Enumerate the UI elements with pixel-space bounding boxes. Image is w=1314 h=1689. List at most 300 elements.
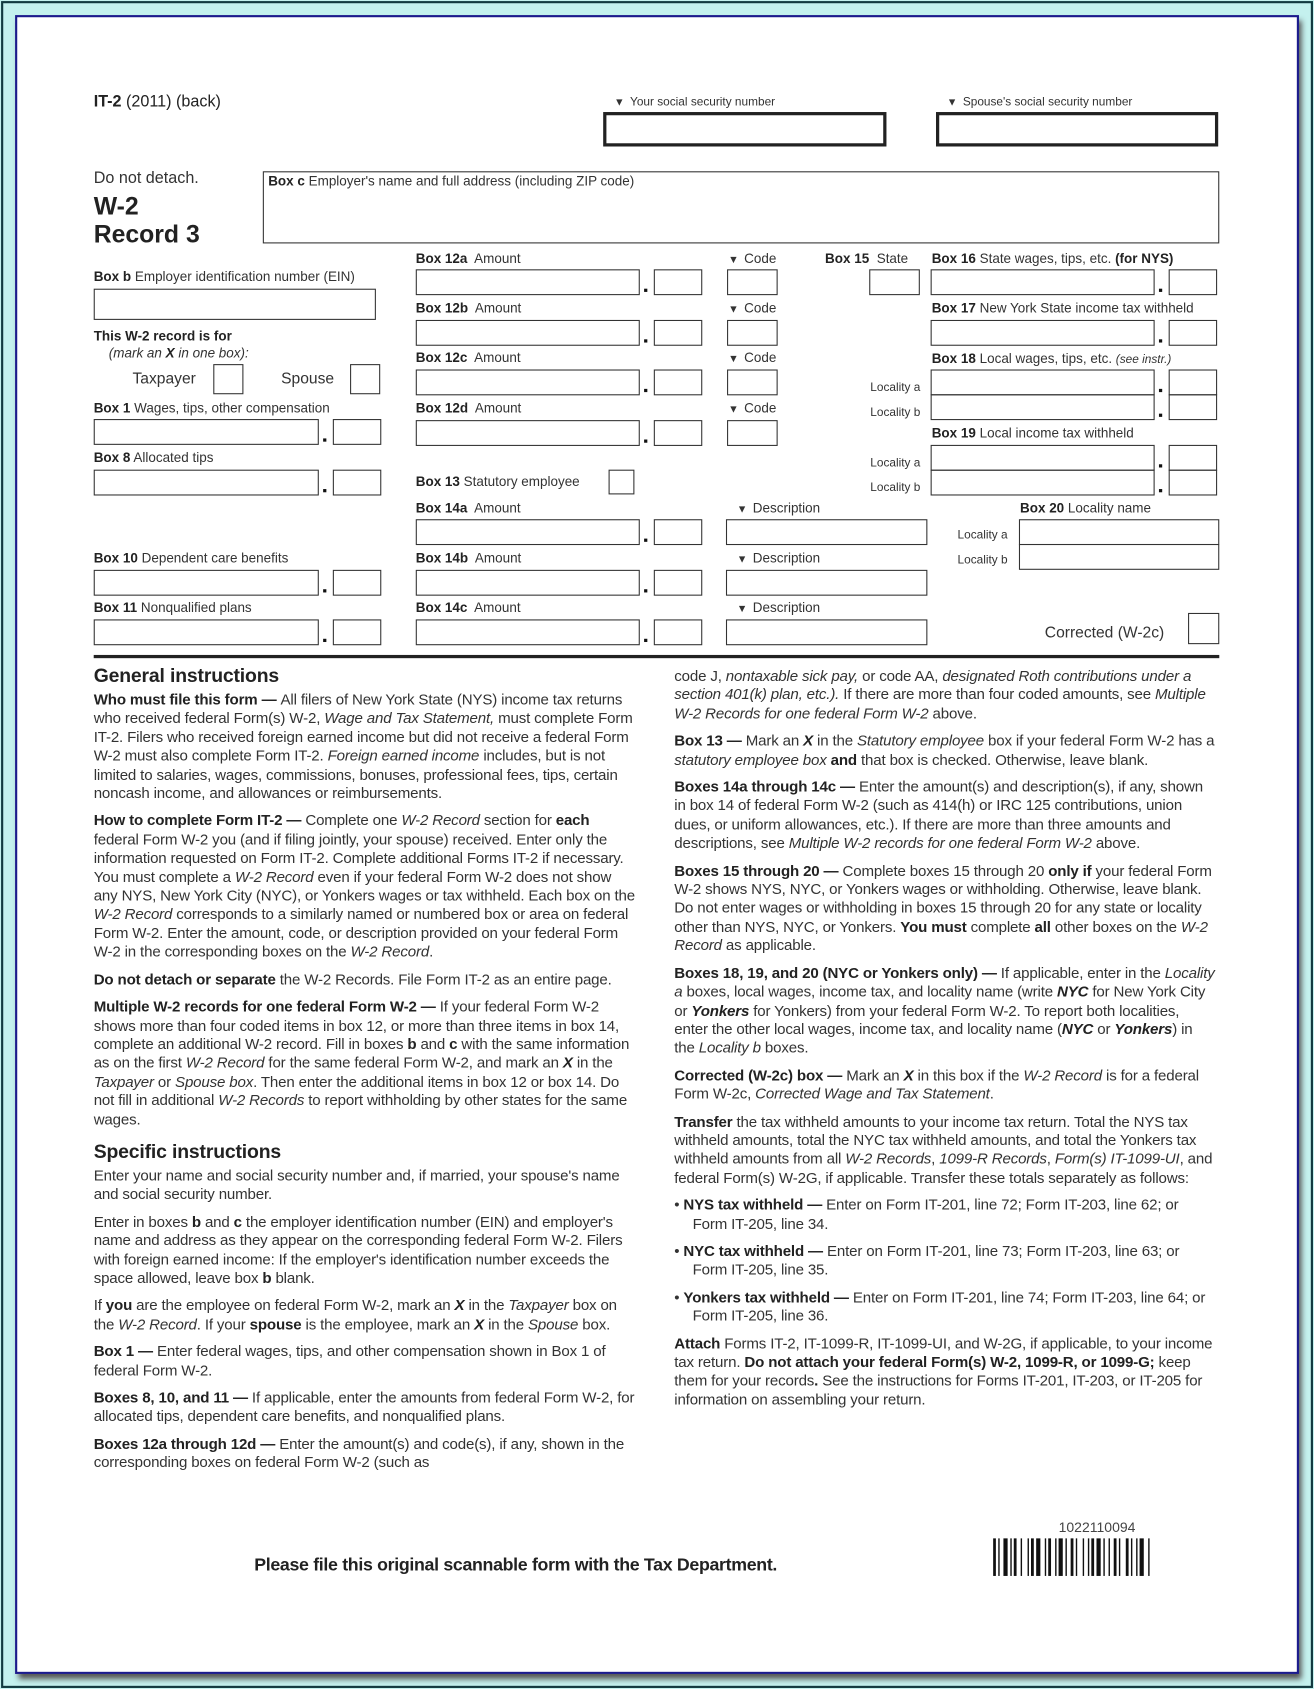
box-key: Box 15 bbox=[825, 250, 870, 267]
text-run: NYC bbox=[1056, 982, 1089, 1000]
barcode-bar bbox=[1091, 1538, 1094, 1576]
text-run: Spouse bbox=[528, 1315, 579, 1333]
text-run: , bbox=[931, 1149, 940, 1167]
taxpayer-checkbox[interactable] bbox=[213, 364, 243, 394]
instruction-paragraph bbox=[94, 970, 638, 989]
text-run: statutory employee box bbox=[674, 750, 827, 768]
dollars-input[interactable] bbox=[416, 420, 640, 446]
box-12c-label bbox=[416, 350, 521, 365]
text-run: If applicable, enter the amounts from federal Form W-2, for allocated tips, dependent care benefits, and nonqualified plans. bbox=[93, 1388, 635, 1425]
text-run: blank. bbox=[271, 1268, 315, 1287]
dollars-input[interactable] bbox=[931, 369, 1155, 395]
barcode-bar bbox=[993, 1538, 996, 1576]
cents-input[interactable] bbox=[333, 419, 381, 445]
instruction-paragraph bbox=[674, 1066, 1216, 1104]
instruction-paragraph bbox=[94, 1167, 638, 1205]
box-text: Amount bbox=[474, 350, 521, 366]
text-run: and bbox=[200, 1212, 234, 1230]
text-run: the employer identification number (EIN) and employer's name and address as they appear on the corresponding federal Form W-2. Filers with foreign earned income: If the employer's identification number exceeds the space allowed, leave box bbox=[93, 1212, 623, 1287]
text-run: includes, but is not limited to salaries, wages, commissions, bonuses, professional fees, tips, certain noncash income, and allowances or reimbursements. bbox=[93, 746, 618, 802]
triangle-down-icon: ▼ bbox=[728, 353, 739, 366]
text-run: is for a federal Form W-2c, bbox=[674, 1066, 1199, 1103]
instruction-paragraph bbox=[674, 778, 1216, 853]
decimal-point bbox=[1159, 464, 1162, 467]
triangle-down-icon: ▼ bbox=[736, 603, 748, 616]
barcode-bar bbox=[1096, 1538, 1100, 1576]
text-run: Foreign earned income bbox=[327, 746, 480, 764]
text-run: If there are more than four coded amounts, see bbox=[839, 685, 1156, 703]
box-key: Box 14c bbox=[415, 600, 468, 616]
triangle-down-icon: ▼ bbox=[728, 303, 739, 316]
dollars-input[interactable] bbox=[416, 320, 640, 346]
form-year: (2011) bbox=[126, 92, 172, 111]
box-key: Box 13 bbox=[415, 473, 460, 490]
barcode-bar bbox=[1131, 1538, 1132, 1576]
triangle-down-icon: ▼ bbox=[946, 96, 958, 109]
text-run: to report withholding by other states for the same wages. bbox=[93, 1091, 628, 1128]
bullet-item bbox=[674, 1196, 1216, 1234]
barcode-bar bbox=[1028, 1538, 1029, 1576]
dollars-input[interactable] bbox=[94, 619, 319, 645]
text-run: If your federal Form W-2 shows more than four coded items in box 12, or more than three items in box 14, complete an additional W-2 record. Fill in boxes bbox=[93, 997, 620, 1053]
instruction-paragraph bbox=[94, 690, 638, 803]
text-run: Multiple W-2 records for one federal Form W-2 bbox=[788, 834, 1092, 852]
decimal-point bbox=[644, 639, 647, 642]
decimal-point bbox=[323, 489, 326, 492]
cents-input[interactable] bbox=[333, 570, 381, 596]
dollars-input[interactable] bbox=[416, 519, 640, 545]
text-run: See the instructions for Forms IT-201, IT-203, or IT-205 for information on assembling your return. bbox=[674, 1371, 1203, 1408]
cents-input[interactable] bbox=[1169, 394, 1217, 420]
box-b-label bbox=[94, 269, 355, 284]
text-run: X bbox=[474, 1315, 485, 1333]
text-run: Multiple W-2 records for one federal Form W-2 — bbox=[93, 997, 440, 1015]
spouse-ssn-input[interactable] bbox=[936, 112, 1218, 146]
description-text: Description bbox=[752, 500, 821, 516]
text-run: Enter on Form IT-201, line 73; Form IT-203, line 63; or Form IT-205, line 35. bbox=[692, 1241, 1180, 1278]
section-heading: Specific instructions bbox=[93, 1140, 282, 1163]
text-run: Box 13 — bbox=[674, 731, 746, 749]
text-run: W-2 Record bbox=[118, 1315, 197, 1333]
box-14b-description-input[interactable] bbox=[726, 570, 927, 596]
text-run: NYC bbox=[1061, 1020, 1094, 1038]
instruction-paragraph bbox=[674, 1112, 1216, 1187]
instruction-paragraph bbox=[674, 1334, 1216, 1409]
box-key: Box 10 bbox=[93, 550, 138, 566]
text-run: Enter the amount(s) and description(s), if any, shown in box 14 of federal Form W-2 (such as 414(h) or IRC 125 contributions, union dues, or uniform allowances, etc.). If there are more than three amounts and descriptions, see bbox=[674, 777, 1203, 852]
text-run: Complete boxes 15 through 20 bbox=[842, 861, 1049, 879]
barcode-bar bbox=[1010, 1538, 1011, 1576]
text-run: Boxes 18, 19, and 20 (NYC or Yonkers only) — bbox=[674, 963, 1001, 981]
corrected-checkbox[interactable] bbox=[1188, 613, 1219, 644]
box-text-bold: (for NYS) bbox=[1115, 250, 1174, 267]
box-12a-code-input[interactable] bbox=[727, 269, 778, 295]
dollars-input[interactable] bbox=[416, 369, 640, 395]
box-14b-label bbox=[416, 550, 522, 565]
text-run: complete bbox=[966, 917, 1035, 935]
barcode-bar bbox=[1031, 1538, 1034, 1576]
barcode-bar bbox=[1076, 1538, 1077, 1576]
box-key: Box 12a bbox=[415, 250, 468, 267]
text-run: for the same federal Form W-2, and mark an bbox=[264, 1053, 563, 1072]
cents-input[interactable] bbox=[654, 320, 702, 346]
spouse-ssn-label-text: Spouse's social security number bbox=[962, 95, 1133, 109]
instruction-paragraph bbox=[94, 1342, 638, 1380]
text-run: W-2 Records bbox=[304, 970, 391, 988]
text-run: Taxpayer bbox=[508, 1296, 569, 1314]
dollars-input[interactable] bbox=[931, 470, 1155, 496]
instruction-paragraph bbox=[94, 1389, 638, 1427]
box-14c-description-input[interactable] bbox=[726, 619, 927, 645]
box-14c-label bbox=[416, 600, 521, 615]
text-run: . File Form IT-2 as an entire page. bbox=[390, 970, 612, 988]
box-text: Statutory employee bbox=[463, 473, 580, 490]
text-run: NYS tax withheld — bbox=[683, 1195, 827, 1214]
text-run: must complete Form IT-2. Filers who received foreign earned income but did not receive a federal Form W-2 must also complete Form IT-2. bbox=[93, 709, 633, 764]
text-run: Enter your name and social security number and, if married, your spouse's name and social security number. bbox=[93, 1166, 620, 1203]
dollars-input[interactable] bbox=[931, 269, 1155, 295]
section-divider bbox=[94, 655, 1220, 658]
text-run: You must bbox=[900, 917, 967, 935]
text-run: . If your bbox=[196, 1315, 250, 1333]
bullet-item bbox=[674, 1288, 1216, 1326]
barcode-bar bbox=[1065, 1538, 1066, 1576]
text-run: Boxes 8, 10, and 11 — bbox=[93, 1388, 252, 1406]
text-run: X bbox=[903, 1066, 914, 1084]
text-run: ) in the bbox=[674, 1020, 1193, 1056]
text-run: Do not attach your federal Form(s) W-2, 1099-R, or 1099-G; bbox=[744, 1352, 1155, 1371]
text-run: c bbox=[233, 1212, 242, 1230]
instruction-paragraph bbox=[94, 998, 638, 1129]
box-14c-description-label bbox=[737, 600, 820, 615]
text-run: in the bbox=[813, 731, 857, 749]
barcode-bar bbox=[1148, 1538, 1149, 1576]
do-not-detach: Do not detach. bbox=[93, 169, 199, 188]
box-12a-code-label bbox=[728, 251, 776, 266]
spouse-label: Spouse bbox=[281, 370, 335, 388]
form-id: IT-2 bbox=[93, 92, 122, 111]
w2-title: W-2 bbox=[93, 191, 139, 220]
ssn-label-text: Your social security number bbox=[630, 95, 776, 109]
decimal-point bbox=[644, 589, 647, 592]
triangle-down-icon: ▼ bbox=[728, 254, 739, 267]
text-run: Forms IT-2, IT-1099-R, IT-1099-UI, and W-2G, if applicable, to your income tax return. bbox=[674, 1334, 1213, 1371]
box-12d-code-label bbox=[728, 401, 776, 416]
text-run: or bbox=[1093, 1020, 1115, 1038]
instruction-paragraph bbox=[94, 812, 638, 962]
text-run: even if your federal Form W-2 does not show any NYS, New York City (NYC), or Yonkers wages or tax withheld. Each box on the bbox=[93, 867, 635, 904]
cents-input[interactable] bbox=[654, 619, 702, 645]
box-14b-description-label bbox=[737, 550, 820, 565]
box-key: Box 12c bbox=[415, 350, 468, 366]
box-text: Employer identification number (EIN) bbox=[134, 269, 355, 285]
box-20-locality-a-input[interactable] bbox=[1019, 519, 1219, 545]
barcode-image bbox=[993, 1538, 1202, 1576]
text-run: W-2 Record bbox=[1023, 1066, 1102, 1084]
box-text: Employer's name and full address (including ZIP code) bbox=[308, 173, 635, 189]
cents-input[interactable] bbox=[1169, 320, 1217, 346]
text-run: Attach bbox=[674, 1334, 721, 1352]
box-text: Amount bbox=[474, 300, 522, 316]
text-run: above. bbox=[1091, 834, 1141, 852]
text-run: that box is checked. Otherwise, leave blank. bbox=[857, 750, 1149, 768]
text-run: nontaxable sick pay, bbox=[725, 666, 859, 685]
box-key: Box 20 bbox=[1020, 500, 1065, 516]
decimal-point bbox=[644, 439, 647, 442]
text-run: . bbox=[814, 1371, 819, 1389]
box-14a-label bbox=[416, 501, 521, 516]
code-text: Code bbox=[744, 300, 777, 316]
text-run: in the bbox=[484, 1315, 529, 1333]
text-run: 1099-R Records bbox=[939, 1149, 1047, 1167]
cents-input[interactable] bbox=[654, 369, 702, 395]
text-run: for New York City or bbox=[674, 982, 1206, 1019]
spouse-checkbox[interactable] bbox=[350, 364, 380, 394]
cents-input[interactable] bbox=[1169, 269, 1217, 295]
dollars-input[interactable] bbox=[931, 394, 1155, 420]
text-run: code J, bbox=[674, 666, 726, 685]
text-run: Mark an bbox=[745, 731, 804, 749]
dollars-input[interactable] bbox=[94, 570, 319, 596]
dollars-input[interactable] bbox=[416, 570, 640, 596]
box-key: Box 8 bbox=[93, 450, 131, 466]
text-run: all bbox=[1034, 917, 1051, 935]
box-key: Box 19 bbox=[931, 425, 976, 441]
box-key: Box 18 bbox=[931, 351, 976, 367]
dollars-input[interactable] bbox=[94, 419, 319, 445]
cents-input[interactable] bbox=[1169, 470, 1217, 496]
box-12b-code-input[interactable] bbox=[727, 320, 778, 346]
cents-input[interactable] bbox=[1169, 445, 1217, 471]
box-14a-description-input[interactable] bbox=[726, 519, 927, 545]
box-15-state-input[interactable] bbox=[869, 269, 920, 295]
text-run: keep them for your records bbox=[674, 1352, 1191, 1389]
box-14a-description-label bbox=[737, 501, 820, 516]
box-20-locality-b-input[interactable] bbox=[1019, 544, 1219, 570]
text-run: Complete one bbox=[305, 811, 402, 829]
box-text: New York State income tax withheld bbox=[979, 300, 1194, 316]
text-run: Enter the amount(s) and code(s), if any, shown in the corresponding boxes on federal Form W-2 (such as bbox=[93, 1434, 625, 1471]
box-15-label bbox=[825, 251, 908, 266]
corrected-label: Corrected (W-2c) bbox=[1044, 624, 1165, 643]
box-text: Nonqualified plans bbox=[140, 600, 252, 616]
box-18-locality-a-label: Locality a bbox=[870, 381, 921, 395]
text-run: • bbox=[674, 1288, 684, 1306]
barcode-bar bbox=[1103, 1538, 1104, 1576]
dollars-input[interactable] bbox=[94, 470, 319, 496]
hint-x: X bbox=[165, 345, 175, 361]
text-run: are the employee on federal Form W-2, mark an bbox=[132, 1296, 455, 1314]
triangle-down-icon: ▼ bbox=[736, 553, 748, 566]
text-run: Boxes 14a through 14c — bbox=[674, 777, 859, 796]
barcode-bar bbox=[1036, 1538, 1040, 1576]
box-text: Amount bbox=[474, 500, 521, 516]
dollars-input[interactable] bbox=[416, 269, 640, 295]
text-run: only if bbox=[1048, 861, 1092, 879]
box-20-locality-b-label: Locality b bbox=[957, 553, 1008, 567]
barcode-bar bbox=[1109, 1538, 1110, 1576]
form-side: (back) bbox=[176, 92, 221, 111]
box-key: Box 14b bbox=[415, 550, 469, 566]
decimal-point bbox=[1159, 389, 1162, 392]
cents-input[interactable] bbox=[654, 420, 702, 446]
decimal-point bbox=[1159, 414, 1162, 417]
decimal-point bbox=[1159, 339, 1162, 342]
code-text: Code bbox=[744, 250, 777, 267]
ssn-input[interactable] bbox=[603, 112, 886, 146]
box-18-label bbox=[932, 351, 1172, 366]
instruction-paragraph bbox=[94, 1435, 638, 1473]
cents-input[interactable] bbox=[654, 269, 702, 295]
text-run: in the bbox=[464, 1296, 509, 1314]
box-text: Wages, tips, other compensation bbox=[134, 400, 330, 416]
text-run: X bbox=[562, 1053, 573, 1072]
text-run: boxes, local wages, income tax, and locality name (write bbox=[682, 982, 1057, 1000]
text-run: federal Form W-2 you (and if filing jointly, your spouse) received. Enter only the information requested on Form IT-2. Complete additional Forms IT-2 if necessary. You must complete a bbox=[93, 830, 624, 886]
instruction-paragraph bbox=[94, 1296, 638, 1334]
barcode-bar bbox=[1119, 1538, 1120, 1576]
code-text: Code bbox=[744, 400, 777, 416]
text-run: other boxes on the bbox=[1050, 917, 1181, 935]
text-run: is the employee, mark an bbox=[301, 1315, 475, 1333]
text-run: W-2 Record bbox=[234, 867, 314, 886]
text-run: your federal Form W-2 shows NYS, NYC, or Yonkers wages or withholding. Otherwise, leave blank. Do not enter wages or withholding in boxes 15 through 20 for any state or locality other than NYS, NYC, or Yonkers. bbox=[674, 861, 1212, 935]
text-run: c bbox=[449, 1035, 458, 1053]
section-heading: General instructions bbox=[93, 664, 280, 687]
box-key: Box 16 bbox=[931, 250, 976, 267]
text-run: • bbox=[674, 1241, 684, 1260]
barcode-bar bbox=[1014, 1538, 1017, 1576]
description-text: Description bbox=[752, 550, 821, 566]
box-12c-code-label bbox=[728, 350, 776, 365]
box-17-label bbox=[932, 301, 1194, 316]
description-text: Description bbox=[752, 600, 821, 616]
box-text: Local wages, tips, etc. bbox=[979, 351, 1116, 367]
box-16-label bbox=[932, 251, 1174, 266]
box-text: State bbox=[876, 250, 909, 267]
box-13-label bbox=[416, 474, 580, 489]
instruction-paragraph bbox=[674, 732, 1216, 770]
cents-input[interactable] bbox=[333, 470, 381, 496]
text-run: and bbox=[830, 750, 858, 768]
text-run: box. bbox=[578, 1315, 611, 1333]
text-run: the bbox=[275, 970, 305, 988]
form-identifier bbox=[94, 93, 221, 111]
box-text: Allocated tips bbox=[133, 450, 214, 466]
text-run: Who must file this form — bbox=[93, 690, 281, 708]
text-run: Yonkers tax withheld — bbox=[683, 1288, 853, 1306]
text-run: in this box if the bbox=[913, 1066, 1024, 1084]
box-c-label bbox=[268, 173, 634, 188]
text-run: corresponds to a similarly named or numbered box or area on federal Form W-2. Enter the amount, code, or description provided on your federal Form W-2 in the corresponding boxes on the bbox=[93, 905, 629, 961]
decimal-point bbox=[1159, 289, 1162, 292]
spouse-ssn-label bbox=[947, 96, 1133, 109]
text-run: Spouse box bbox=[175, 1072, 254, 1090]
text-run: , bbox=[1046, 1149, 1055, 1167]
text-run: All filers of New York State (NYS) income tax returns who received federal Form(s) W-2, bbox=[93, 690, 623, 727]
dollars-input[interactable] bbox=[931, 320, 1155, 346]
instruction-paragraph bbox=[674, 667, 1216, 723]
text-run: • bbox=[674, 1195, 684, 1214]
cents-input[interactable] bbox=[654, 519, 702, 545]
text-run: W-2 Record bbox=[674, 917, 1208, 954]
box-b-ein-input[interactable] bbox=[94, 289, 376, 320]
taxpayer-label: Taxpayer bbox=[132, 370, 196, 388]
box-key: Box 12d bbox=[415, 400, 469, 416]
box-key: Box c bbox=[268, 173, 305, 189]
barcode-bar bbox=[1071, 1538, 1074, 1576]
triangle-down-icon: ▼ bbox=[728, 403, 739, 416]
barcode-bar bbox=[1114, 1538, 1117, 1576]
decimal-point bbox=[644, 389, 647, 392]
barcode-bar bbox=[1126, 1538, 1129, 1576]
box-12d-label bbox=[416, 401, 522, 416]
cents-input[interactable] bbox=[1169, 369, 1217, 395]
box-12b-label bbox=[416, 301, 522, 316]
cents-input[interactable] bbox=[333, 619, 381, 645]
barcode-bar bbox=[1003, 1538, 1007, 1576]
text-run: . Then enter the additional items in box 12 or box 14. Do not fill in additional bbox=[93, 1072, 620, 1109]
text-run: b bbox=[191, 1212, 201, 1230]
box-12c-code-input[interactable] bbox=[727, 369, 778, 395]
text-run: for Yonkers) from your federal Form W-2. To report both localities, enter the other local wages, income tax, and locality name ( bbox=[674, 1001, 1180, 1038]
text-run: Locality b bbox=[698, 1038, 761, 1056]
decimal-point bbox=[1159, 489, 1162, 492]
text-run: spouse bbox=[249, 1315, 302, 1333]
barcode-bar bbox=[1048, 1538, 1051, 1576]
mark-hint bbox=[109, 346, 249, 361]
text-run: b bbox=[407, 1035, 417, 1053]
barcode-bar bbox=[1021, 1538, 1022, 1576]
text-run: Corrected Wage and Tax Statement bbox=[755, 1084, 990, 1103]
text-run: W-2 Record bbox=[401, 811, 480, 829]
text-run: as applicable. bbox=[721, 936, 816, 954]
box-text: Amount bbox=[474, 400, 522, 416]
box-text: Amount bbox=[474, 250, 521, 267]
box-key: Box b bbox=[93, 269, 132, 285]
text-run: How to complete Form IT-2 — bbox=[93, 811, 306, 829]
text-run: . bbox=[429, 942, 434, 961]
box-key: Box 1 bbox=[93, 400, 131, 416]
text-run: NYC tax withheld — bbox=[683, 1241, 827, 1260]
text-run: Transfer bbox=[674, 1112, 733, 1130]
statutory-employee-checkbox[interactable] bbox=[609, 470, 635, 495]
box-key: Box 12b bbox=[415, 300, 469, 316]
decimal-point bbox=[644, 339, 647, 342]
text-run: the tax withheld amounts to your income tax return. Total the NYS tax withheld amounts, total the NYC tax withheld amounts, and total the Yonkers tax withheld amounts from all bbox=[674, 1112, 1197, 1167]
text-run: Corrected (W-2c) box — bbox=[674, 1066, 847, 1084]
barcode-bar bbox=[1088, 1538, 1089, 1576]
text-run: Boxes 15 through 20 — bbox=[674, 861, 843, 879]
text-run: If applicable, enter in the bbox=[1000, 963, 1165, 981]
text-run: section for bbox=[479, 811, 556, 829]
cents-input[interactable] bbox=[654, 570, 702, 596]
box-text: State wages, tips, etc. bbox=[979, 250, 1116, 267]
box-text-italic: (see instr.) bbox=[1115, 353, 1172, 367]
file-notice: Please file this original scannable form with the Tax Department. bbox=[254, 1555, 778, 1575]
dollars-input[interactable] bbox=[931, 445, 1155, 471]
dollars-input[interactable] bbox=[416, 619, 640, 645]
text-run: W-2 Record bbox=[185, 1053, 265, 1072]
instructions-left-column bbox=[94, 664, 638, 1481]
barcode-bar bbox=[998, 1538, 999, 1576]
hint-text: (mark an bbox=[108, 345, 166, 361]
box-text: Amount bbox=[474, 550, 522, 566]
barcode-bar bbox=[1140, 1538, 1144, 1576]
text-run: Form(s) IT-1099-UI bbox=[1054, 1149, 1180, 1167]
box-12d-code-input[interactable] bbox=[727, 420, 778, 446]
bullet-item bbox=[674, 1242, 1216, 1280]
